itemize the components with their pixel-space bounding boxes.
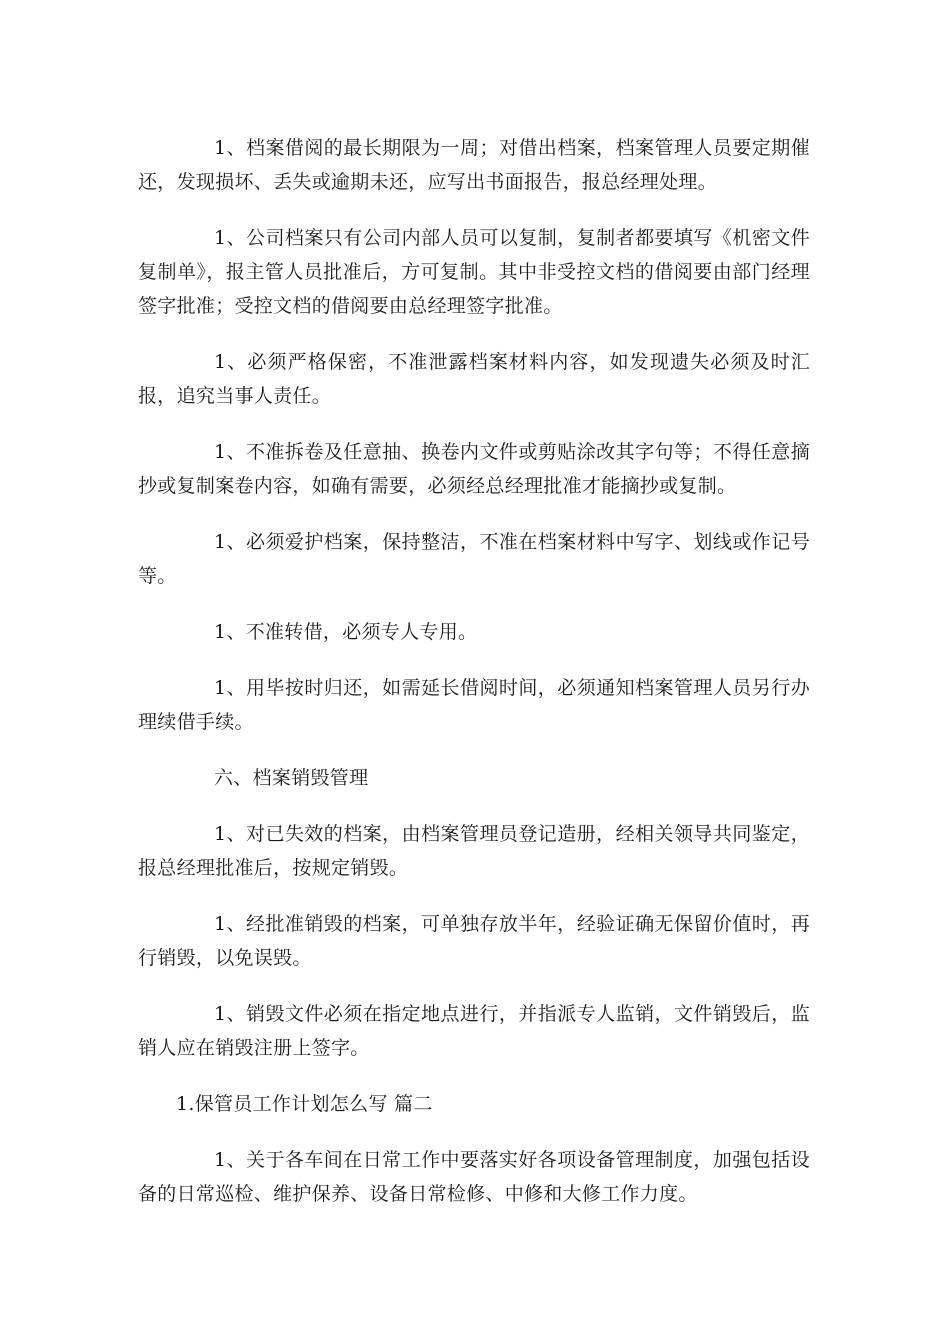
- paragraph-expired-archives: 1、对已失效的档案，由档案管理员登记造册，经相关领导共同鉴定，报总经理批准后，按规定销毁。: [138, 823, 810, 879]
- paragraph-confidentiality: 1、必须严格保密，不准泄露档案材料内容，如发现遗失必须及时汇报，追究当事人责任。: [138, 351, 810, 407]
- paragraph-hold-half-year: 1、经批准销毁的档案，可单独存放半年，经验证确无保留价值时，再行销毁，以免误毁。: [138, 913, 810, 969]
- paragraph-timely-return: 1、用毕按时归还，如需延长借阅时间，必须通知档案管理人员另行办理续借手续。: [138, 677, 810, 733]
- paragraph-care-for-archives: 1、必须爱护档案，保持整洁，不准在档案材料中写字、划线或作记号等。: [138, 531, 810, 587]
- paragraph-no-lending: 1、不准转借，必须专人专用。: [214, 621, 478, 643]
- section-heading-destruction: 六、档案销毁管理: [214, 767, 369, 789]
- paragraph-borrow-period: 1、档案借阅的最长期限为一周；对借出档案，档案管理人员要定期催还，发现损坏、丢失或逾期未还，应写出书面报告，报总经理处理。: [138, 137, 810, 193]
- paragraph-copy-rules: 1、公司档案只有公司内部人员可以复制，复制者都要填写《机密文件复制单》，报主管人员批准后，方可复制。其中非受控文档的借阅要由部门经理签字批准；受控文档的借阅要由总经理签字批准。: [138, 227, 810, 317]
- article-subtitle: 1.保管员工作计划怎么写 篇二: [176, 1093, 433, 1115]
- document-body: [138, 131, 810, 1233]
- paragraph-no-tampering: 1、不准拆卷及任意抽、换卷内文件或剪贴涂改其字句等；不得任意摘抄或复制案卷内容，如确有需要，必须经总经理批准才能摘抄或复制。: [138, 441, 810, 497]
- paragraph-equipment-management: 1、关于各车间在日常工作中要落实好各项设备管理制度，加强包括设备的日常巡检、维护保养、设备日常检修、中修和大修工作力度。: [138, 1149, 810, 1205]
- paragraph-supervised-destruction: 1、销毁文件必须在指定地点进行，并指派专人监销，文件销毁后，监销人应在销毁注册上签字。: [138, 1003, 810, 1059]
